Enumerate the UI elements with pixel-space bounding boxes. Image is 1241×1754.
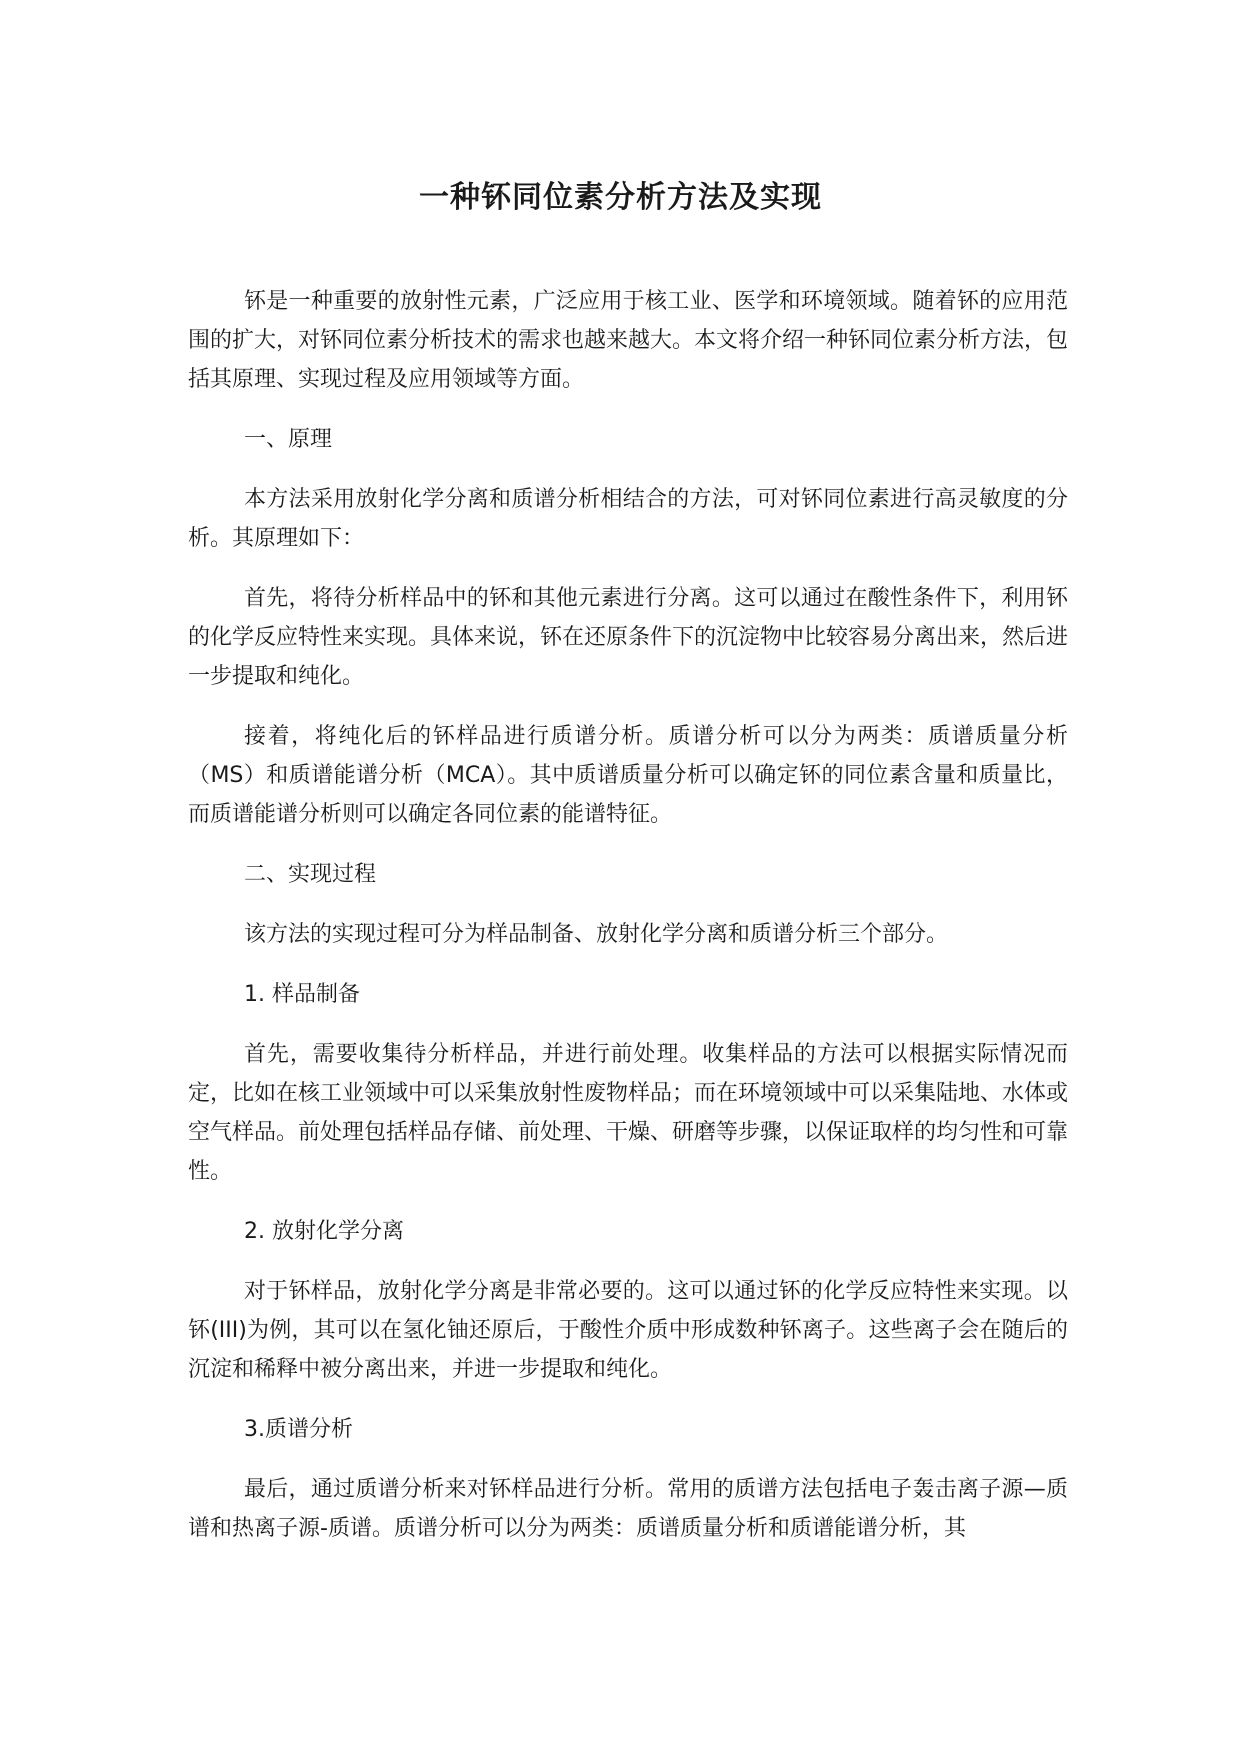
paragraph-radiochemical-separation: 对于钚样品，放射化学分离是非常必要的。这可以通过钚的化学反应特性来实现。以钚(III)为例，其可以在氢化铀还原后，于酸性介质中形成数种钚离子。这些离子会在随后的沉淀和稀释中被分离出来，并进一步提取和纯化。 bbox=[188, 1279, 1068, 1382]
subheading-radiochemical-separation: 2. 放射化学分离 bbox=[244, 1219, 404, 1244]
paragraph-mass-spec-step: 接着，将纯化后的钚样品进行质谱分析。质谱分析可以分为两类：质谱质量分析（MS）和质谱能谱分析（MCA）。其中质谱质量分析可以确定钚的同位素含量和质量比，而质谱能谱分析则可以确定各同位素的能谱特征。 bbox=[188, 724, 1068, 827]
section-heading-principle: 一、原理 bbox=[244, 427, 333, 452]
paragraph-separation-step: 首先，将待分析样品中的钚和其他元素进行分离。这可以通过在酸性条件下，利用钚的化学反应特性来实现。具体来说，钚在还原条件下的沉淀物中比较容易分离出来，然后进一步提取和纯化。 bbox=[188, 586, 1069, 689]
paragraph-mass-spec: 最后，通过质谱分析来对钚样品进行分析。常用的质谱方法包括电子轰击离子源—质谱和热离子源-质谱。质谱分析可以分为两类：质谱质量分析和质谱能谱分析，其 bbox=[188, 1477, 1068, 1541]
paragraph-sample-prep: 首先，需要收集待分析样品，并进行前处理。收集样品的方法可以根据实际情况而定，比如在核工业领域中可以采集放射性废物样品；而在环境领域中可以采集陆地、水体或空气样品。前处理包括样品存储、前处理、干燥、研磨等步骤，以保证取样的均匀性和可靠性。 bbox=[188, 1042, 1069, 1184]
document-body bbox=[188, 282, 1068, 1569]
paragraph-principle: 本方法采用放射化学分离和质谱分析相结合的方法，可对钚同位素进行高灵敏度的分析。其原理如下： bbox=[188, 487, 1068, 551]
subheading-mass-spec: 3.质谱分析 bbox=[244, 1417, 353, 1442]
section-heading-implementation: 二、实现过程 bbox=[244, 862, 377, 887]
paragraph-implementation-overview: 该方法的实现过程可分为样品制备、放射化学分离和质谱分析三个部分。 bbox=[244, 922, 949, 947]
subheading-sample-prep: 1. 样品制备 bbox=[244, 982, 360, 1007]
document-title: 一种钚同位素分析方法及实现 bbox=[419, 180, 822, 215]
paragraph-intro: 钚是一种重要的放射性元素，广泛应用于核工业、医学和环境领域。随着钚的应用范围的扩大，对钚同位素分析技术的需求也越来越大。本文将介绍一种钚同位素分析方法，包括其原理、实现过程及应用领域等方面。 bbox=[188, 289, 1069, 392]
